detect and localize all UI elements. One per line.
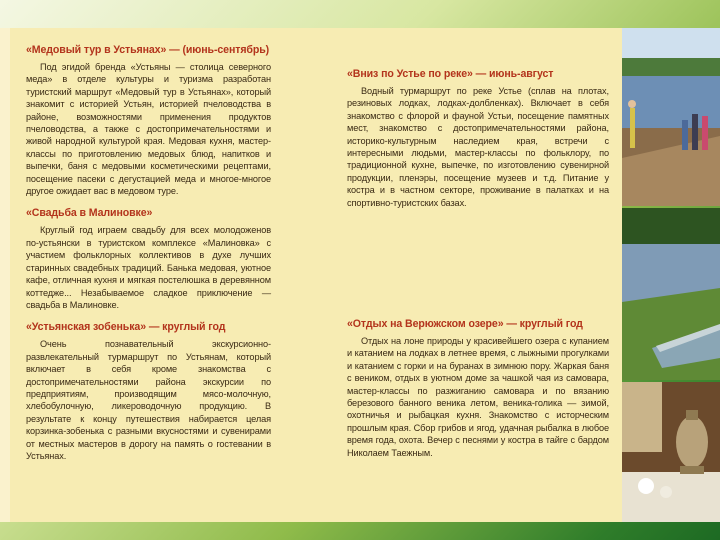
section-title-wedding: «Свадьба в Малиновке» [26, 207, 153, 220]
section-body-river: Водный турмаршрут по реке Устье (сплав на плотах, резиновых лодках, лодках-долбленках). Включает в себя знакомство с флорой и фауной Устьи, посещение памятных мест, знакомство с достопримечательностями района, историко-культурным наследием края, встречи с интересными людьми, мастер-классы по фольклору, по традиционной кухне, выпечке, по изготовлению сувенирной продукции, пленэры, посещение музеев и т.д. Питание у костра и в частном секторе, проживание в палатках и на спортивно-туристских базах. [347, 86, 609, 208]
right-column-top [347, 68, 609, 219]
section-body-honey-tour: Под эгидой бренда «Устьяны — столица северного меда» в отделе культуры и туризма разработан туристский маршрут «Медовый тур в Устьянах», который знакомит с историей Устьян, историей пчеловодства в районе, возможностями применения продуктов пчеловодства, а также с достопримечательностями и живой народной культурой края. Медовая кухня, мастер-классы по приготовлению медовых блюд, напитков и выпечки, баня с медовыми косметическими рецептами, посещение пасеки с дегустацией меда и многое-многое другое ожидает вас в медовом туре. [26, 62, 271, 197]
section-title-zobenka: «Устьянская зобенька» — круглый год [26, 321, 226, 334]
section-title-river: «Вниз по Устье по реке» — июнь-август [347, 68, 554, 80]
photo-samovar [622, 382, 720, 522]
right-column-bottom [347, 318, 609, 469]
left-column [26, 44, 271, 472]
page-edge-strip [0, 28, 10, 522]
section-body-wedding: Круглый год играем свадьбу для всех молодоженов по-устьянски в туристском комплексе «Малиновка» с участием фольклорных коллективов в духе лучших старинных свадебных традиций. Банька медовая, уютное кафе, отличная кухня и мягкая постелюшка в деревянном коттедже... Незабываемое сладкое приключение — свадьба в Малиновке. [26, 225, 271, 310]
section-body-lake: Отдых на лоне природы у красивейшего озера с купанием и катанием на лодках в летнее время, с лыжными прогулками и катанием с горки и на буранах в зимнюю пору. Жаркая баня с веником, отдых в уютном доме за чашкой чая из самовара, мастер-классы по разжиганию самовара и по вязанию березового банного веника летом, веника-голика — зимой, охотничья и рыбацкая кухня. Знакомство с исторческим прошлым края. Сбор грибов и ягод, удачная рыбалка в любое время года, охота. Вечер с песнями у костра в тайге с бардом Николаем Таежным. [347, 336, 609, 458]
photo-river-raft [622, 28, 720, 206]
section-title-honey-tour: «Медовый тур в Устьянах» — (июнь-сентябрь) [26, 44, 270, 56]
photo-lake-boat [622, 208, 720, 380]
photo-strip [622, 28, 720, 522]
section-body-zobenka: Очень познавательный экскурсионно-развлекательный турмаршрут по Устьянам, который включает в себя кроме знакомства с достопримечательностями района экскурсии по предприятиям, производящим мясо-молочную, хлебобулочную, ликероводочную продукцию. В результате к концу путешествия набирается целая корзинка-зобенька с разными вкусностями и сувенирами от местных мастеров в дорогу на память о гостевании в Устьянах. [26, 339, 271, 461]
section-title-lake: «Отдых на Верюжском озере» — круглый год [347, 318, 583, 330]
